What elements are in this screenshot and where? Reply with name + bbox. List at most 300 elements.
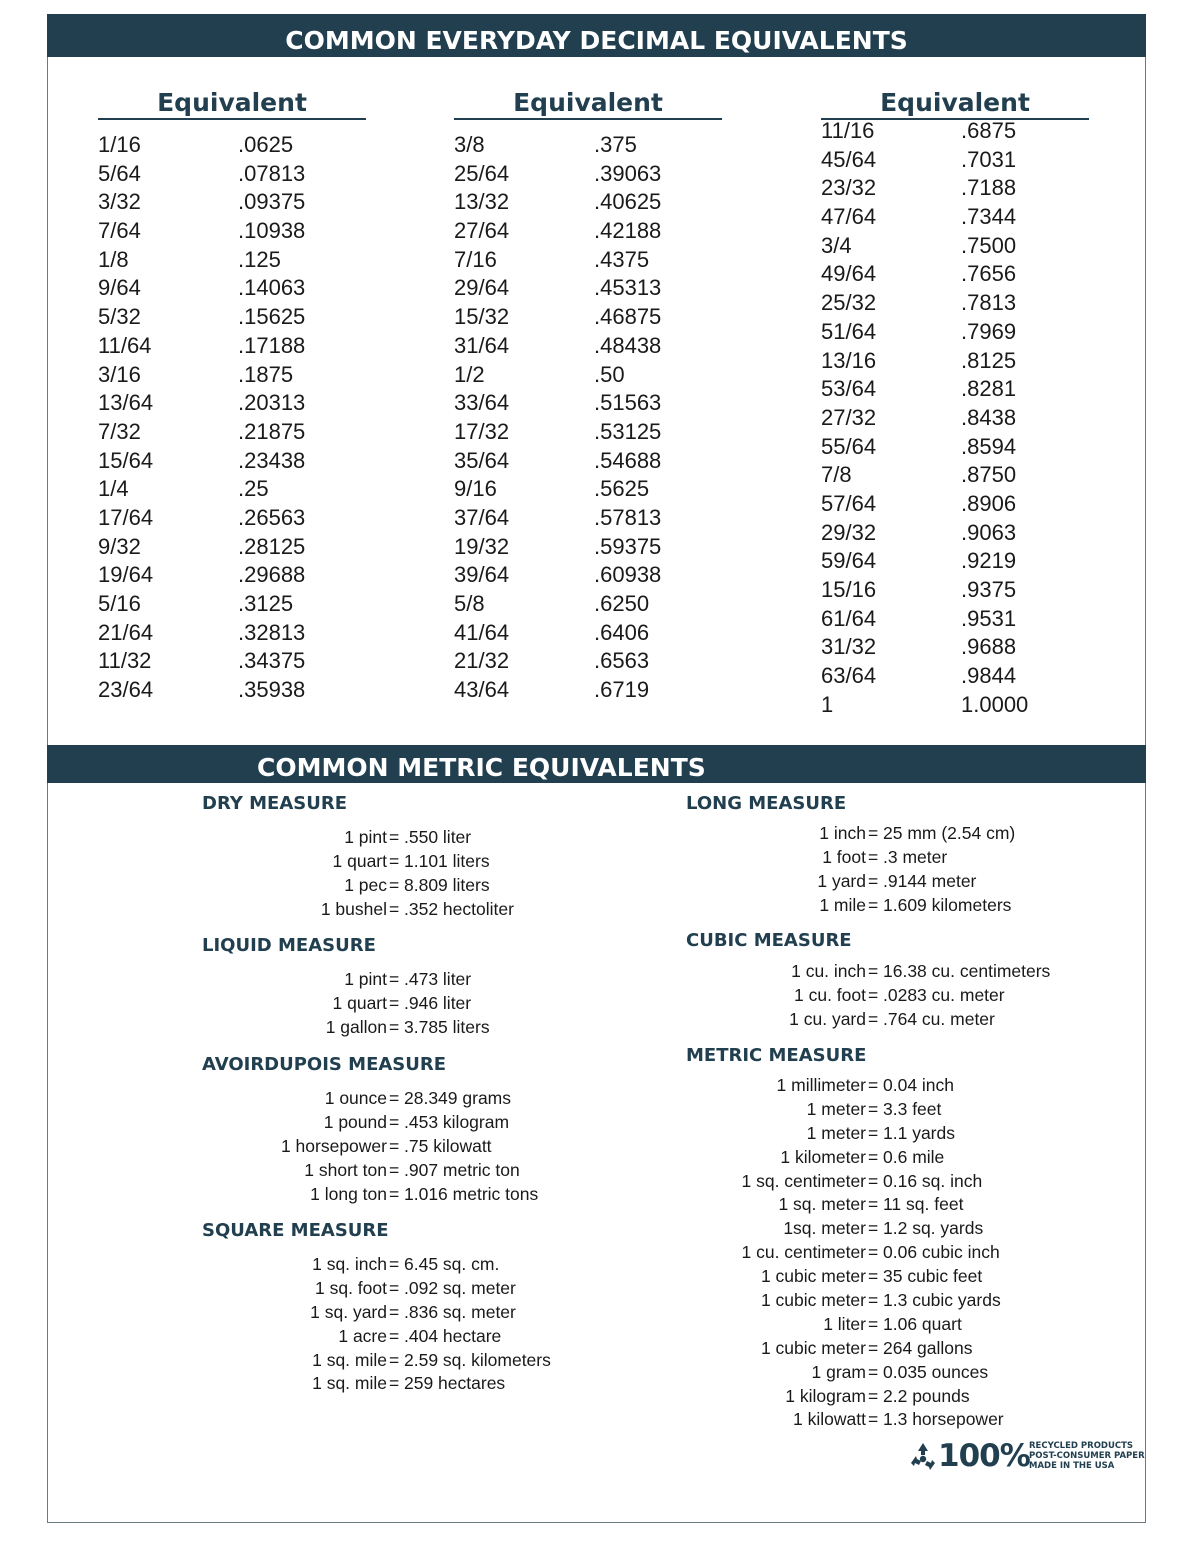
unit-right: 1.016 metric tons xyxy=(404,1183,539,1204)
fraction-cell: 1 xyxy=(821,691,834,717)
table-row xyxy=(98,676,305,705)
decimal-cell: .8906 xyxy=(961,490,1017,516)
measure-section xyxy=(202,934,662,1040)
decimal-cell: .57813 xyxy=(594,504,662,530)
decimal-cell: .32813 xyxy=(238,619,306,645)
table-row xyxy=(454,647,661,676)
unit-right: 35 cubic feet xyxy=(883,1266,983,1287)
table-row xyxy=(454,533,661,562)
table-row xyxy=(821,519,1028,548)
equals-sign: = xyxy=(868,1290,879,1311)
equivalence-line xyxy=(686,1313,1146,1337)
fraction-cell: 13/16 xyxy=(821,347,877,373)
recycle-icon xyxy=(908,1441,938,1471)
fraction-cell: 27/64 xyxy=(454,218,510,244)
fraction-cell: 41/64 xyxy=(454,619,510,645)
section-title: DRY MEASURE xyxy=(202,793,347,814)
equivalence-line xyxy=(202,1183,662,1207)
unit-right: .836 sq. meter xyxy=(404,1301,516,1322)
recycled-text: RECYCLED PRODUCTS POST-CONSUMER PAPER MADE IN THE USA xyxy=(1029,1441,1145,1471)
table-row xyxy=(454,188,661,217)
column-header: Equivalent xyxy=(821,88,1089,120)
unit-right: .75 kilowatt xyxy=(404,1135,492,1156)
unit-right: .473 liter xyxy=(404,969,472,989)
table-row xyxy=(454,475,661,504)
table-row xyxy=(98,332,305,361)
fraction-cell: 5/64 xyxy=(98,160,141,186)
table-row xyxy=(98,389,305,418)
fraction-cell: 15/32 xyxy=(454,304,510,330)
table-row xyxy=(454,504,661,533)
fraction-cell: 21/64 xyxy=(98,619,154,645)
table-row xyxy=(98,188,305,217)
table-row xyxy=(98,504,305,533)
fraction-cell: 7/16 xyxy=(454,246,497,272)
unit-right: 0.06 cubic inch xyxy=(883,1242,1000,1263)
table-row xyxy=(98,160,305,189)
fraction-cell: 23/64 xyxy=(98,677,154,703)
unit-left: 1 yard xyxy=(817,870,866,891)
fraction-cell: 13/64 xyxy=(98,390,154,416)
unit-left: 1 sq. yard xyxy=(310,1301,387,1322)
unit-right: .0283 cu. meter xyxy=(883,984,1005,1005)
equivalence-line xyxy=(202,992,662,1016)
unit-left: 1 inch xyxy=(819,823,866,843)
unit-left: 1 cu. yard xyxy=(789,1008,866,1029)
table-row xyxy=(98,361,305,390)
fraction-cell: 31/32 xyxy=(821,634,877,660)
fraction-cell: 27/32 xyxy=(821,404,877,430)
equals-sign: = xyxy=(868,1218,879,1239)
equivalence-line xyxy=(686,1217,1146,1241)
equals-sign: = xyxy=(868,1385,879,1406)
unit-right: .404 hectare xyxy=(404,1325,502,1346)
equals-sign: = xyxy=(389,1277,400,1298)
equivalence-line xyxy=(202,968,662,992)
unit-right: 1.2 sq. yards xyxy=(883,1218,984,1239)
fraction-cell: 15/64 xyxy=(98,447,154,473)
unit-right: 0.04 inch xyxy=(883,1075,955,1095)
equivalence-line xyxy=(686,822,1146,846)
table-row xyxy=(454,160,661,189)
unit-left: 1 acre xyxy=(338,1325,387,1346)
decimal-cell: .23438 xyxy=(238,447,306,473)
fraction-cell: 21/32 xyxy=(454,648,510,674)
table-row xyxy=(454,590,661,619)
unit-left: 1 cu. foot xyxy=(794,984,866,1005)
table-row xyxy=(821,547,1028,576)
decimal-cell: .59375 xyxy=(594,533,662,559)
decimal-cell: .53125 xyxy=(594,418,662,444)
decimal-cell: .7500 xyxy=(961,232,1017,258)
decimal-cell: .9063 xyxy=(961,519,1017,545)
equals-sign: = xyxy=(389,1016,400,1037)
table-row xyxy=(98,647,305,676)
decimal-cell: .15625 xyxy=(238,304,306,330)
table-row xyxy=(98,561,305,590)
table-row xyxy=(821,662,1028,691)
equivalence-line xyxy=(202,1253,662,1277)
fraction-cell: 17/64 xyxy=(98,504,154,530)
decimal-cell: .25 xyxy=(238,476,269,502)
table-row xyxy=(821,318,1028,347)
equals-sign: = xyxy=(389,1349,400,1370)
decimal-cell: .7969 xyxy=(961,318,1017,344)
unit-left: 1 cubic meter xyxy=(760,1337,866,1358)
fraction-cell: 29/64 xyxy=(454,275,510,301)
table-row xyxy=(98,418,305,447)
measure-section xyxy=(202,792,662,922)
unit-right: .550 liter xyxy=(404,827,472,847)
fraction-cell: 11/32 xyxy=(98,648,152,674)
fraction-cell: 3/16 xyxy=(98,361,141,387)
decimal-cell: .6719 xyxy=(594,677,650,703)
unit-left: 1 cubic meter xyxy=(760,1290,866,1311)
unit-right: 3.3 feet xyxy=(883,1098,942,1119)
fraction-cell: 17/32 xyxy=(454,418,510,444)
fraction-cell: 23/32 xyxy=(821,175,877,201)
section-title: SQUARE MEASURE xyxy=(202,1220,389,1241)
decimal-cell: .9375 xyxy=(961,577,1017,602)
unit-right: .352 hectoliter xyxy=(404,898,514,919)
equivalence-line xyxy=(686,846,1146,870)
decimal-cell: .7188 xyxy=(961,175,1017,201)
fraction-cell: 35/64 xyxy=(454,447,510,473)
equals-sign: = xyxy=(868,1194,879,1215)
decimal-cell: .1875 xyxy=(238,361,294,387)
equals-sign: = xyxy=(868,1361,879,1382)
decimal-cell: .50 xyxy=(594,361,625,387)
unit-right: 8.809 liters xyxy=(404,874,490,895)
table-row xyxy=(821,490,1028,519)
unit-right: 6.45 sq. cm. xyxy=(404,1254,500,1274)
table-row xyxy=(98,274,305,303)
unit-left: 1 pound xyxy=(323,1111,387,1132)
section-title: AVOIRDUPOIS MEASURE xyxy=(202,1054,447,1075)
unit-left: 1 mile xyxy=(819,894,866,915)
equals-sign: = xyxy=(389,850,400,871)
fraction-cell: 61/64 xyxy=(821,605,877,631)
equivalence-line xyxy=(686,1008,1146,1032)
fraction-cell: 63/64 xyxy=(821,663,877,689)
equivalence-line xyxy=(202,1372,662,1396)
measure-section xyxy=(686,792,1146,918)
fraction-cell: 11/16 xyxy=(821,118,875,143)
unit-left: 1 kilowatt xyxy=(793,1409,866,1430)
decimal-cell: .09375 xyxy=(238,189,306,215)
equivalence-line xyxy=(686,1146,1146,1170)
measure-section xyxy=(686,1044,1146,1432)
unit-right: 1.101 liters xyxy=(404,850,490,871)
equivalence-line xyxy=(686,1098,1146,1122)
equals-sign: = xyxy=(868,1098,879,1119)
equivalence-line xyxy=(202,1301,662,1325)
unit-left: 1 gram xyxy=(811,1361,866,1382)
unit-left: 1 cu. inch xyxy=(791,961,866,981)
unit-left: 1 pint xyxy=(344,969,387,989)
equivalence-line xyxy=(686,1385,1146,1409)
decimal-cell: .8281 xyxy=(961,376,1017,402)
unit-right: 3.785 liters xyxy=(404,1016,490,1037)
equals-sign: = xyxy=(389,969,400,989)
table-row xyxy=(821,461,1028,490)
decimal-cell: .9688 xyxy=(961,634,1017,660)
unit-left: 1 kilometer xyxy=(780,1146,866,1167)
decimal-cell: .45313 xyxy=(594,275,662,301)
section-title: METRIC MEASURE xyxy=(686,1045,867,1066)
equals-sign: = xyxy=(389,1111,400,1132)
table-row xyxy=(98,619,305,648)
equivalence-line xyxy=(686,1193,1146,1217)
fraction-cell: 59/64 xyxy=(821,548,877,574)
unit-right: 1.06 quart xyxy=(883,1313,962,1334)
unit-right: 16.38 cu. centimeters xyxy=(883,961,1051,981)
unit-left: 1 quart xyxy=(332,992,387,1013)
fraction-cell: 1/8 xyxy=(98,246,129,272)
unit-right: 28.349 grams xyxy=(404,1088,512,1108)
decimal-cell: .8594 xyxy=(961,433,1017,459)
unit-left: 1 sq. inch xyxy=(312,1254,387,1274)
unit-right: 1.1 yards xyxy=(883,1122,955,1143)
table-row xyxy=(454,131,661,160)
table-row xyxy=(98,303,305,332)
fraction-cell: 25/64 xyxy=(454,160,510,186)
table-row xyxy=(821,260,1028,289)
fraction-cell: 19/32 xyxy=(454,533,510,559)
equivalence-line xyxy=(202,1016,662,1040)
fraction-cell: 11/64 xyxy=(98,332,152,358)
table-row xyxy=(821,289,1028,318)
unit-left: 1 kilogram xyxy=(785,1385,866,1406)
decimal-column-1 xyxy=(98,88,366,703)
equals-sign: = xyxy=(868,1075,879,1095)
decimal-cell: .7344 xyxy=(961,204,1017,230)
equals-sign: = xyxy=(868,823,879,843)
decimal-cell: .375 xyxy=(594,132,637,157)
equivalence-line xyxy=(686,960,1146,984)
fraction-cell: 49/64 xyxy=(821,261,877,287)
equals-sign: = xyxy=(868,1122,879,1143)
equals-sign: = xyxy=(868,984,879,1005)
fraction-cell: 55/64 xyxy=(821,433,877,459)
table-row xyxy=(821,146,1028,175)
section-title: LIQUID MEASURE xyxy=(202,935,376,956)
fraction-cell: 39/64 xyxy=(454,562,510,588)
table-row xyxy=(98,217,305,246)
equivalence-line xyxy=(686,984,1146,1008)
unit-left: 1 bushel xyxy=(320,898,387,919)
table-row xyxy=(454,332,661,361)
table-row xyxy=(454,619,661,648)
equals-sign: = xyxy=(389,1301,400,1322)
fraction-cell: 15/16 xyxy=(821,577,877,602)
equals-sign: = xyxy=(868,846,879,867)
recycled-percent: 100% xyxy=(938,1438,1030,1474)
equivalence-line xyxy=(202,1111,662,1135)
fraction-cell: 3/4 xyxy=(821,232,852,258)
table-row xyxy=(454,418,661,447)
table-row xyxy=(821,576,1028,605)
decimal-cell: .9219 xyxy=(961,548,1017,574)
unit-left: 1 pint xyxy=(344,827,387,847)
unit-left: 1 long ton xyxy=(310,1183,387,1204)
table-row xyxy=(454,389,661,418)
table-row xyxy=(821,404,1028,433)
unit-right: 11 sq. feet xyxy=(883,1194,964,1215)
fraction-cell: 5/32 xyxy=(98,304,141,330)
table-row xyxy=(454,246,661,275)
decimal-cell: .7031 xyxy=(961,146,1017,172)
table-row xyxy=(454,274,661,303)
unit-left: 1 foot xyxy=(822,846,866,867)
equals-sign: = xyxy=(868,1313,879,1334)
unit-left: 1sq. meter xyxy=(783,1218,866,1239)
unit-right: 0.035 ounces xyxy=(883,1361,989,1382)
equals-sign: = xyxy=(389,1325,400,1346)
decimal-cell: .0625 xyxy=(238,132,294,157)
unit-left: 1 horsepower xyxy=(280,1135,387,1156)
measure-section xyxy=(202,1053,662,1206)
table-row xyxy=(821,433,1028,462)
column-header: Equivalent xyxy=(98,88,366,120)
fraction-cell: 45/64 xyxy=(821,146,877,172)
decimal-cell: .46875 xyxy=(594,304,662,330)
equals-sign: = xyxy=(389,827,400,847)
unit-left: 1 sq. mile xyxy=(312,1349,387,1370)
unit-right: .453 kilogram xyxy=(404,1111,510,1132)
table-row xyxy=(821,633,1028,662)
table-row xyxy=(821,691,1028,720)
decimal-cell: .4375 xyxy=(594,246,650,272)
unit-right: .9144 meter xyxy=(883,870,977,891)
table-row xyxy=(454,361,661,390)
equals-sign: = xyxy=(389,1254,400,1274)
equals-sign: = xyxy=(389,992,400,1013)
fraction-cell: 5/16 xyxy=(98,591,141,616)
decimal-cell: .9531 xyxy=(961,605,1017,631)
equals-sign: = xyxy=(389,874,400,895)
equals-sign: = xyxy=(389,898,400,919)
equivalence-line xyxy=(686,1074,1146,1098)
table-row xyxy=(454,447,661,476)
decimal-cell: .6250 xyxy=(594,591,650,616)
decimal-cell: .8125 xyxy=(961,347,1017,373)
decimal-cell: .6875 xyxy=(961,118,1017,143)
fraction-cell: 25/32 xyxy=(821,290,877,316)
equals-sign: = xyxy=(868,1337,879,1358)
unit-right: 259 hectares xyxy=(404,1373,506,1394)
equivalence-line xyxy=(686,870,1146,894)
fraction-cell: 53/64 xyxy=(821,376,877,402)
metric-banner: COMMON METRIC EQUIVALENTS xyxy=(47,745,1146,783)
decimal-cell: .29688 xyxy=(238,562,306,588)
unit-left: 1 sq. meter xyxy=(778,1194,866,1215)
equals-sign: = xyxy=(389,1135,400,1156)
equals-sign: = xyxy=(868,870,879,891)
decimal-cell: .42188 xyxy=(594,218,662,244)
equals-sign: = xyxy=(868,894,879,915)
table-row xyxy=(98,131,305,160)
decimal-cell: .51563 xyxy=(594,390,662,416)
equivalence-line xyxy=(686,1170,1146,1194)
equivalence-line xyxy=(202,1325,662,1349)
unit-right: 0.16 sq. inch xyxy=(883,1170,983,1191)
table-row xyxy=(454,303,661,332)
unit-right: 0.6 mile xyxy=(883,1146,945,1167)
section-title: LONG MEASURE xyxy=(686,793,847,814)
equivalence-line xyxy=(686,1361,1146,1385)
decimal-cell: .20313 xyxy=(238,390,306,416)
decimal-cell: .9844 xyxy=(961,663,1017,689)
fraction-cell: 7/64 xyxy=(98,218,141,244)
table-row xyxy=(821,347,1028,376)
equivalence-line xyxy=(686,1122,1146,1146)
decimal-cell: .35938 xyxy=(238,677,306,703)
decimal-cell: .60938 xyxy=(594,562,662,588)
equals-sign: = xyxy=(389,1088,400,1108)
unit-left: 1 short ton xyxy=(304,1159,387,1180)
equals-sign: = xyxy=(389,1183,400,1204)
fraction-cell: 37/64 xyxy=(454,504,510,530)
table-row xyxy=(454,217,661,246)
unit-right: 2.59 sq. kilometers xyxy=(404,1349,551,1370)
fraction-cell: 13/32 xyxy=(454,189,510,215)
unit-left: 1 sq. mile xyxy=(312,1373,387,1394)
equals-sign: = xyxy=(868,1170,879,1191)
decimal-cell: .7656 xyxy=(961,261,1017,287)
decimal-column-3 xyxy=(821,88,1089,717)
decimal-cell: .14063 xyxy=(238,275,306,301)
equivalence-line xyxy=(202,1159,662,1183)
unit-left: 1 sq. foot xyxy=(315,1277,387,1298)
table-row xyxy=(98,447,305,476)
decimal-banner: COMMON EVERYDAY DECIMAL EQUIVALENTS xyxy=(47,14,1146,57)
fraction-cell: 43/64 xyxy=(454,677,510,703)
equivalence-line xyxy=(202,826,662,850)
equivalence-line xyxy=(202,1087,662,1111)
fraction-cell: 57/64 xyxy=(821,490,877,516)
fraction-cell: 9/16 xyxy=(454,476,497,502)
fraction-cell: 33/64 xyxy=(454,390,510,416)
unit-left: 1 gallon xyxy=(325,1016,387,1037)
decimal-cell: .7813 xyxy=(961,290,1017,316)
equals-sign: = xyxy=(868,1266,879,1287)
table-row xyxy=(98,246,305,275)
unit-right: .3 meter xyxy=(883,846,948,867)
decimal-cell: .26563 xyxy=(238,504,306,530)
decimal-cell: .07813 xyxy=(238,160,306,186)
decimal-cell: .48438 xyxy=(594,332,662,358)
unit-right: 1.3 horsepower xyxy=(883,1409,1004,1430)
fraction-cell: 3/8 xyxy=(454,132,485,157)
measure-section xyxy=(202,1219,662,1396)
fraction-cell: 9/32 xyxy=(98,533,141,559)
fraction-cell: 29/32 xyxy=(821,519,877,545)
equivalence-line xyxy=(686,1265,1146,1289)
unit-left: 1 millimeter xyxy=(776,1075,866,1095)
equivalence-line xyxy=(686,1289,1146,1313)
equivalence-line xyxy=(202,898,662,922)
decimal-cell: .17188 xyxy=(238,332,306,358)
decimal-column-2 xyxy=(454,88,722,703)
fraction-cell: 51/64 xyxy=(821,318,877,344)
unit-left: 1 meter xyxy=(806,1122,866,1143)
unit-left: 1 pec xyxy=(344,874,387,895)
recycled-badge xyxy=(908,1438,1145,1474)
fraction-cell: 7/32 xyxy=(98,418,141,444)
measure-section xyxy=(686,929,1146,1032)
unit-right: 2.2 pounds xyxy=(883,1385,970,1406)
